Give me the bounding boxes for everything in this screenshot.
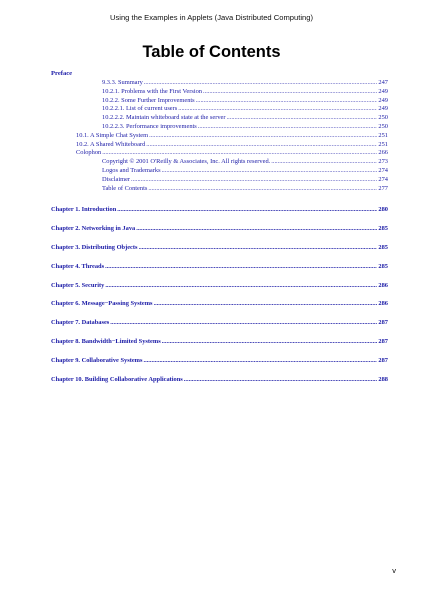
toc-chapter-page: 280 — [378, 206, 388, 214]
toc-chapter-page: 287 — [378, 356, 388, 364]
toc-entry[interactable] — [51, 97, 388, 106]
toc-entry-label: 9.3.3. Summary — [102, 79, 143, 86]
dot-leader — [227, 114, 378, 123]
dot-leader — [136, 225, 377, 234]
dot-leader — [196, 97, 378, 106]
toc-chapter[interactable] — [51, 225, 388, 234]
dot-leader — [162, 167, 378, 176]
toc-chapter-page: 285 — [378, 225, 388, 233]
page-title: Table of Contents — [142, 43, 281, 61]
table-of-contents — [51, 70, 388, 394]
toc-entry[interactable] — [51, 167, 388, 176]
dot-leader — [105, 282, 377, 291]
toc-entry-page: 250 — [378, 122, 388, 130]
toc-chapter-label: Chapter 8. Bandwidth−Limited Systems — [51, 337, 161, 345]
dot-leader — [184, 376, 378, 385]
toc-entry-page: 251 — [378, 140, 388, 148]
toc-entry-page: 249 — [378, 96, 388, 104]
toc-chapter[interactable] — [51, 282, 388, 291]
toc-entry-label: 10.2.2.3. Performance improvements — [102, 122, 197, 130]
toc-chapter-page: 287 — [378, 319, 388, 327]
toc-chapter[interactable] — [51, 376, 388, 385]
dot-leader — [149, 132, 377, 141]
toc-entry-label: Disclaimer — [102, 175, 131, 183]
toc-chapter-page: 285 — [378, 262, 388, 270]
toc-chapter-label: Chapter 5. Security — [51, 281, 105, 289]
dot-leader — [110, 319, 377, 328]
toc-chapter-label: Chapter 3. Distributing Objects — [51, 243, 138, 251]
toc-entry[interactable] — [51, 114, 388, 123]
toc-entry-label: 10.2.1. Problems with the First Version — [102, 87, 203, 95]
toc-chapter-label: Chapter 10. Building Collaborative Applications — [51, 375, 183, 383]
dot-leader — [203, 88, 377, 97]
toc-entry-page: 251 — [378, 131, 388, 139]
toc-entry-page: 250 — [378, 114, 388, 122]
toc-entry[interactable] — [51, 123, 388, 132]
toc-chapter-page: 288 — [378, 375, 388, 383]
toc-entry[interactable] — [51, 176, 388, 185]
toc-chapter[interactable] — [51, 244, 388, 253]
toc-chapter-page: 285 — [378, 243, 388, 251]
toc-entry-label: 10.2.2. Some Further Improvements — [102, 96, 195, 104]
toc-entry[interactable] — [51, 132, 388, 141]
dot-leader — [131, 176, 377, 185]
dot-leader — [144, 79, 378, 88]
toc-entry-page: 247 — [378, 79, 388, 86]
toc-entry[interactable] — [51, 79, 388, 88]
dot-leader — [146, 141, 377, 150]
toc-chapter[interactable] — [51, 206, 388, 215]
dot-leader — [139, 244, 378, 253]
toc-chapter[interactable] — [51, 357, 388, 366]
toc-entry[interactable] — [51, 185, 388, 194]
toc-link-preface[interactable]: Preface — [51, 70, 73, 77]
running-header: Using the Examples in Applets (Java Distributed Computing) — [109, 13, 314, 22]
toc-entry-page: 274 — [378, 166, 388, 174]
toc-chapter-label: Chapter 6. Message−Passing Systems — [51, 300, 153, 308]
toc-chapter[interactable] — [51, 319, 388, 328]
dot-leader — [162, 338, 378, 347]
toc-entry-page: 266 — [378, 149, 388, 157]
dot-leader — [102, 149, 377, 158]
toc-entry-page: 273 — [378, 158, 388, 166]
toc-entry-page: 249 — [378, 105, 388, 113]
toc-entry-label: 10.2. A Shared Whiteboard — [76, 140, 146, 148]
dot-leader — [143, 357, 377, 366]
toc-chapter-page: 286 — [378, 300, 388, 308]
chapter-list — [51, 206, 388, 384]
toc-entry-label: 10.1. A Simple Chat System — [76, 131, 149, 139]
toc-entry-label: 10.2.2.2. Maintain whiteboard state at the server — [102, 114, 226, 122]
dot-leader — [271, 158, 377, 167]
dot-leader — [148, 185, 377, 194]
toc-chapter[interactable] — [51, 338, 388, 347]
toc-entry-label: Copyright © 2001 O'Reilly & Associates, Inc. All rights reserved. — [102, 158, 271, 166]
toc-chapter[interactable] — [51, 263, 388, 272]
toc-entry-label: 10.2.2.1. List of current users — [102, 105, 178, 113]
dot-leader — [178, 105, 377, 114]
toc-chapter-page: 286 — [378, 281, 388, 289]
toc-entry-label: Logos and Trademarks — [102, 166, 161, 174]
dot-leader — [154, 300, 378, 309]
dot-leader — [198, 123, 378, 132]
toc-entry[interactable] — [51, 141, 388, 150]
dot-leader — [117, 206, 377, 215]
toc-chapter[interactable] — [51, 300, 388, 309]
toc-chapter-label: Chapter 1. Introduction — [51, 206, 117, 214]
toc-entry-page: 249 — [378, 87, 388, 95]
toc-chapter-page: 287 — [378, 337, 388, 345]
toc-entry[interactable] — [51, 158, 388, 167]
page-number: v — [392, 566, 396, 575]
toc-entry-label: Colophon — [76, 149, 102, 157]
toc-chapter-label: Chapter 9. Collaborative Systems — [51, 356, 143, 364]
toc-entry[interactable] — [51, 149, 388, 158]
toc-chapter-label: Chapter 4. Threads — [51, 262, 105, 270]
toc-entry-page: 274 — [378, 175, 388, 183]
toc-entry-label: Table of Contents — [102, 184, 148, 192]
toc-chapter-label: Chapter 2. Networking in Java — [51, 225, 136, 233]
toc-entry[interactable] — [51, 105, 388, 114]
toc-entry[interactable] — [51, 88, 388, 97]
dot-leader — [105, 263, 377, 272]
toc-chapter-label: Chapter 7. Databases — [51, 319, 110, 327]
toc-entry-page: 277 — [378, 184, 388, 192]
